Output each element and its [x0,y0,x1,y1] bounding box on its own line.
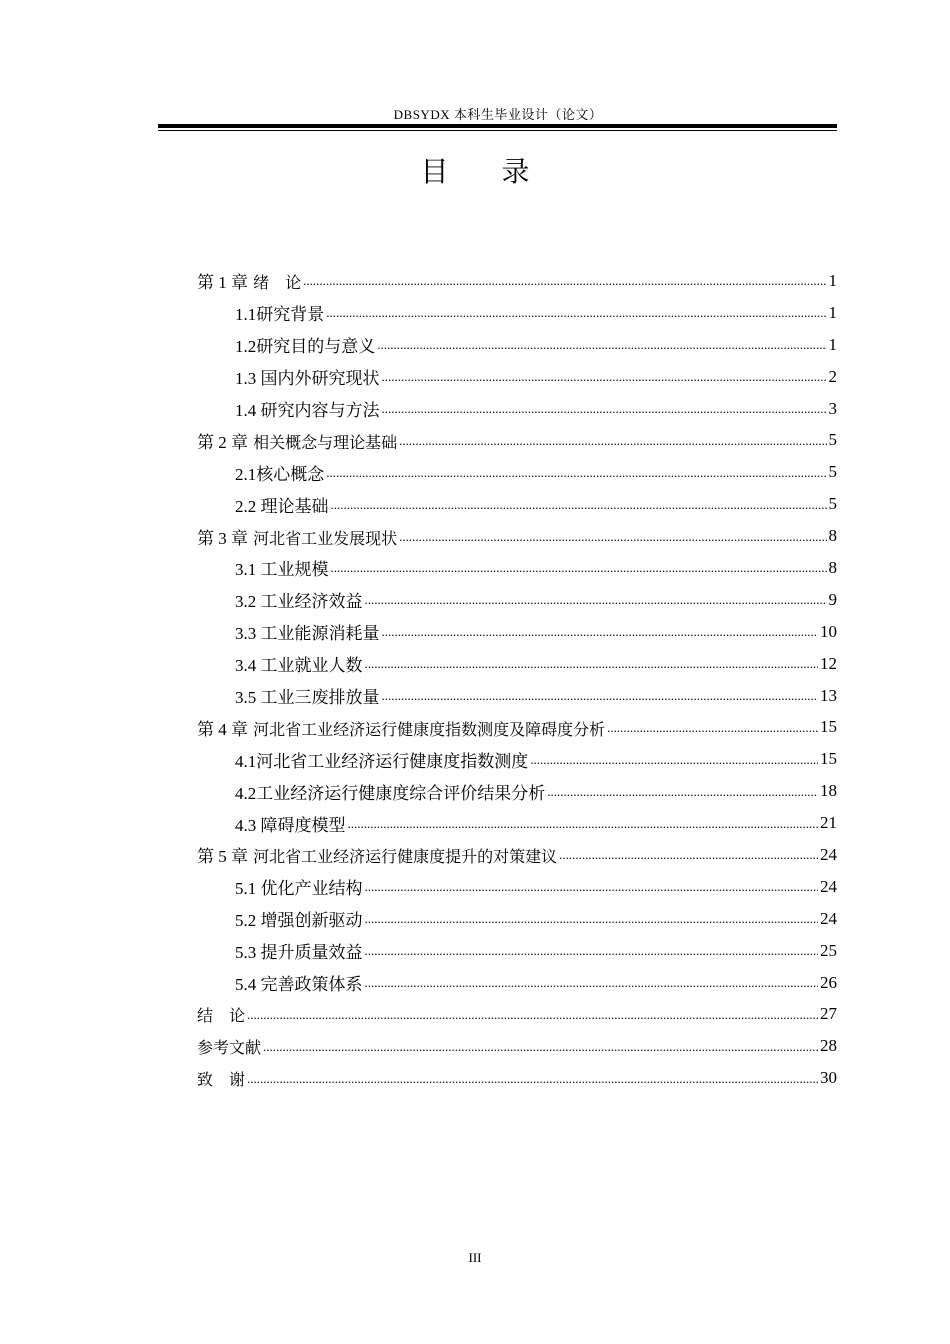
toc-entry-title: 完善政策体系 [256,975,363,995]
toc-leader-dots [382,687,819,704]
toc-entry-number: 第 1 章 [197,273,248,293]
toc-entry-title: 河北省工业经济运行健康度指数测度及障碍度分析 [253,719,606,739]
toc-entry-page: 5 [828,462,837,482]
toc-entry-number: 第 4 章 [197,719,248,739]
toc-entry-label [235,811,346,836]
toc-entry-label [197,428,397,453]
toc-entry-number: 第 3 章 [197,528,248,548]
toc-chapter-entry[interactable] [0,998,837,1030]
toc-leader-dots [399,528,826,545]
toc-entry-label [235,492,329,517]
toc-section-entry[interactable] [0,488,837,520]
toc-entry-label [197,268,301,293]
toc-entry-title: 工业就业人数 [256,656,363,676]
toc-entry-label [235,779,545,804]
toc-entry-title: 致 谢 [197,1069,246,1089]
toc-leader-dots [399,432,826,449]
toc-entry-number: 1.3 [235,369,257,389]
toc-leader-dots [365,974,819,991]
toc-section-entry[interactable] [0,743,837,775]
toc-entry-label [235,619,380,644]
toc-entry-number: 3.4 [235,656,257,676]
toc-entry-title: 河北省工业经济运行健康度提升的对策建议 [253,847,558,867]
toc-entry-label [235,300,324,325]
toc-entry-page: 21 [820,813,837,833]
toc-chapter-entry[interactable] [0,711,837,743]
toc-section-entry[interactable] [0,648,837,680]
toc-entry-number: 5.2 [235,911,257,931]
table-of-contents [0,265,950,1094]
toc-entry-title: 工业经济效益 [256,592,363,612]
toc-entry-number: 1.4 [235,401,257,420]
toc-entry-label [235,364,380,389]
toc-leader-dots [365,591,827,608]
toc-section-entry[interactable] [0,807,837,839]
toc-entry-page: 18 [820,781,837,801]
toc-entry-number: 第 2 章 [197,432,248,452]
toc-leader-dots [331,559,827,576]
toc-entry-page: 24 [820,908,837,928]
toc-leader-dots [303,272,826,289]
toc-entry-page: 26 [820,972,837,992]
toc-chapter-entry[interactable] [0,424,837,456]
toc-entry-title: 相关概念与理论基础 [253,432,398,452]
page-number: III [468,1250,482,1265]
toc-entry-page: 24 [820,876,837,896]
toc-entry-page: 10 [820,621,837,641]
toc-entry-page: 30 [820,1068,837,1088]
toc-entry-title: 结 论 [197,1005,246,1025]
toc-entry-title: 工业能源消耗量 [256,624,380,644]
toc-leader-dots [348,815,819,832]
toc-entry-label [197,1035,261,1058]
toc-section-entry[interactable] [0,393,837,425]
toc-entry-label [235,906,363,931]
toc-section-entry[interactable] [0,552,837,584]
toc-chapter-entry[interactable] [0,265,837,297]
toc-entry-page: 15 [820,749,837,769]
toc-leader-dots [607,719,818,736]
toc-leader-dots [247,1006,818,1023]
toc-entry-label [197,842,557,867]
toc-leader-dots [331,496,827,513]
toc-section-entry[interactable] [0,680,837,712]
toc-entry-page: 5 [828,494,837,514]
toc-leader-dots [326,304,826,321]
toc-entry-number: 2.1 [235,464,257,484]
toc-leader-dots [365,942,819,959]
toc-entry-title: 工业经济运行健康度综合评价结果分析 [256,783,546,803]
running-header: DBSYDX 本科生毕业设计（论文） [393,107,603,122]
toc-section-entry[interactable] [0,871,837,903]
toc-section-entry[interactable] [0,297,837,329]
toc-entry-page: 13 [820,685,837,705]
toc-leader-dots [365,878,819,895]
toc-entry-page: 24 [820,844,837,864]
toc-leader-dots [247,1070,818,1087]
toc-entry-page: 1 [828,302,837,322]
toc-entry-number: 4.1 [235,751,257,771]
toc-entry-label [235,396,380,421]
toc-leader-dots [263,1038,818,1055]
toc-entry-number: 4.2 [235,783,257,803]
toc-entry-number: 5.3 [235,943,257,963]
toc-leader-dots [326,464,826,481]
toc-entry-label [235,938,363,963]
toc-entry-label [235,555,329,580]
header-rule-thin [158,130,837,131]
toc-leader-dots [530,751,818,768]
toc-chapter-entry[interactable] [0,1030,837,1062]
toc-entry-number: 4.3 [235,815,257,835]
toc-entry-number: 3.5 [235,688,257,708]
toc-entry-label [235,587,363,612]
toc-leader-dots [382,400,827,417]
toc-leader-dots [365,655,819,672]
header-rule-thick [158,124,837,128]
toc-section-entry[interactable] [0,903,837,935]
toc-entry-page: 12 [820,653,837,673]
toc-entry-label [197,524,397,549]
toc-entry-page: 15 [820,717,837,737]
toc-entry-title: 研究背景 [256,305,325,325]
toc-entry-label [235,460,324,485]
toc-entry-number: 2.2 [235,496,257,516]
toc-entry-page: 1 [828,270,837,290]
toc-section-entry[interactable] [0,775,837,807]
toc-entry-title: 河北省工业发展现状 [253,528,398,548]
toc-entry-label [235,874,363,899]
toc-chapter-entry[interactable] [0,520,837,552]
toc-entry-number: 第 5 章 [197,847,248,867]
toc-entry-title: 国内外研究现状 [256,369,380,389]
toc-entry-title: 绪 论 [253,273,302,293]
toc-entry-number: 5.1 [235,879,257,899]
toc-leader-dots [559,846,818,863]
toc-entry-number: 1.2 [235,337,257,357]
toc-entry-page: 25 [820,940,837,960]
toc-entry-page: 9 [828,589,837,609]
toc-section-entry[interactable] [0,456,837,488]
toc-entry-label [235,683,380,708]
toc-section-entry[interactable] [0,584,837,616]
toc-entry-label [235,970,363,995]
toc-leader-dots [377,336,826,353]
toc-entry-page: 8 [828,557,837,577]
toc-entry-label [235,651,363,676]
toc-section-entry[interactable] [0,361,837,393]
toc-section-entry[interactable] [0,616,837,648]
toc-entry-title: 优化产业结构 [256,879,363,899]
toc-entry-title: 核心概念 [256,464,325,484]
toc-entry-page: 27 [820,1004,837,1024]
toc-leader-dots [547,783,818,800]
toc-entry-number: 5.4 [235,975,257,995]
toc-entry-label [197,715,605,740]
toc-entry-page: 28 [820,1036,837,1056]
toc-entry-label [235,747,528,772]
toc-leader-dots [382,368,827,385]
toc-leader-dots [365,910,819,927]
toc-chapter-entry[interactable] [0,839,837,871]
toc-entry-title: 研究内容与方法 [256,401,380,420]
toc-entry-title: 研究目的与意义 [256,337,376,357]
toc-entry-title: 增强创新驱动 [256,911,363,931]
toc-entry-number: 1.1 [235,305,257,325]
toc-entry-title: 理论基础 [256,496,329,516]
toc-chapter-entry[interactable] [0,1062,837,1094]
toc-entry-title: 提升质量效益 [256,943,363,963]
toc-entry-title: 参考文献 [197,1037,262,1057]
toc-section-entry[interactable] [0,329,837,361]
toc-entry-number: 3.1 [235,560,257,580]
toc-entry-title: 河北省工业经济运行健康度指数测度 [256,751,529,771]
toc-entry-title: 工业三废排放量 [256,688,380,708]
toc-entry-title: 工业规模 [256,560,329,580]
toc-entry-label [235,332,375,357]
toc-entry-page: 1 [828,334,837,354]
page-title: 目 录 [420,155,552,188]
toc-entry-page: 3 [828,398,837,418]
toc-entry-label [197,1067,245,1090]
toc-section-entry[interactable] [0,935,837,967]
toc-entry-page: 8 [828,526,837,546]
toc-entry-number: 3.3 [235,624,257,644]
toc-leader-dots [382,623,819,640]
toc-entry-title: 障碍度模型 [256,815,346,835]
toc-entry-number: 3.2 [235,592,257,612]
toc-entry-label [197,1003,245,1026]
toc-entry-page: 5 [828,430,837,450]
toc-entry-page: 2 [828,366,837,386]
toc-section-entry[interactable] [0,967,837,999]
